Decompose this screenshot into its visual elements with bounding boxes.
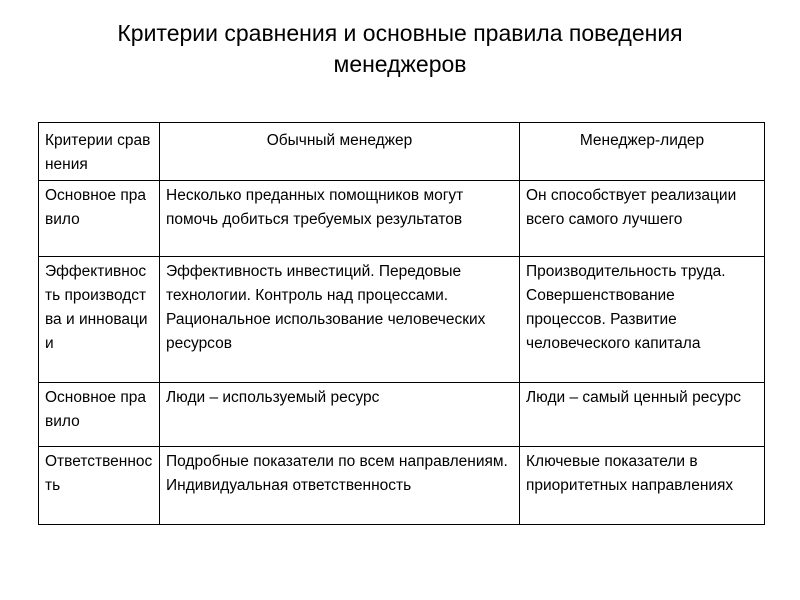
comparison-table (38, 122, 765, 525)
header-ordinary-manager: Обычный менеджер (160, 123, 520, 181)
ordinary-manager-cell: Люди – используемый ресурс (160, 383, 520, 447)
leader-manager-cell: Он способствует реализации всего самого лучшего (520, 181, 765, 257)
table-row (39, 447, 765, 525)
slide-title-line-1: Критерии сравнения и основные правила поведения (117, 20, 683, 46)
ordinary-manager-cell: Несколько преданных помощников могут помочь добиться требуемых результатов (160, 181, 520, 257)
leader-manager-cell: Ключевые показатели в приоритетных направлениях (520, 447, 765, 525)
criterion-cell: Эффективность производства и инновации (39, 257, 160, 383)
criterion-cell: Основное правило (39, 383, 160, 447)
leader-manager-cell: Люди – самый ценный ресурс (520, 383, 765, 447)
ordinary-manager-cell: Эффективность инвестиций. Передовые технологии. Контроль над процессами. Рациональное использование человеческих ресурсов (160, 257, 520, 383)
table-row (39, 257, 765, 383)
ordinary-manager-cell: Подробные показатели по всем направлениям. Индивидуальная ответственность (160, 447, 520, 525)
table-header-row (39, 123, 765, 181)
header-leader-manager: Менеджер-лидер (520, 123, 765, 181)
table-row (39, 383, 765, 447)
slide-title-line-2: менеджеров (333, 51, 467, 77)
table-row (39, 181, 765, 257)
criterion-cell: Ответственность (39, 447, 160, 525)
criterion-cell: Основное правило (39, 181, 160, 257)
slide-title (40, 18, 760, 80)
leader-manager-cell: Производительность труда. Совершенствование процессов. Развитие человеческого капитала (520, 257, 765, 383)
header-criteria: Критерии сравнения (39, 123, 160, 181)
